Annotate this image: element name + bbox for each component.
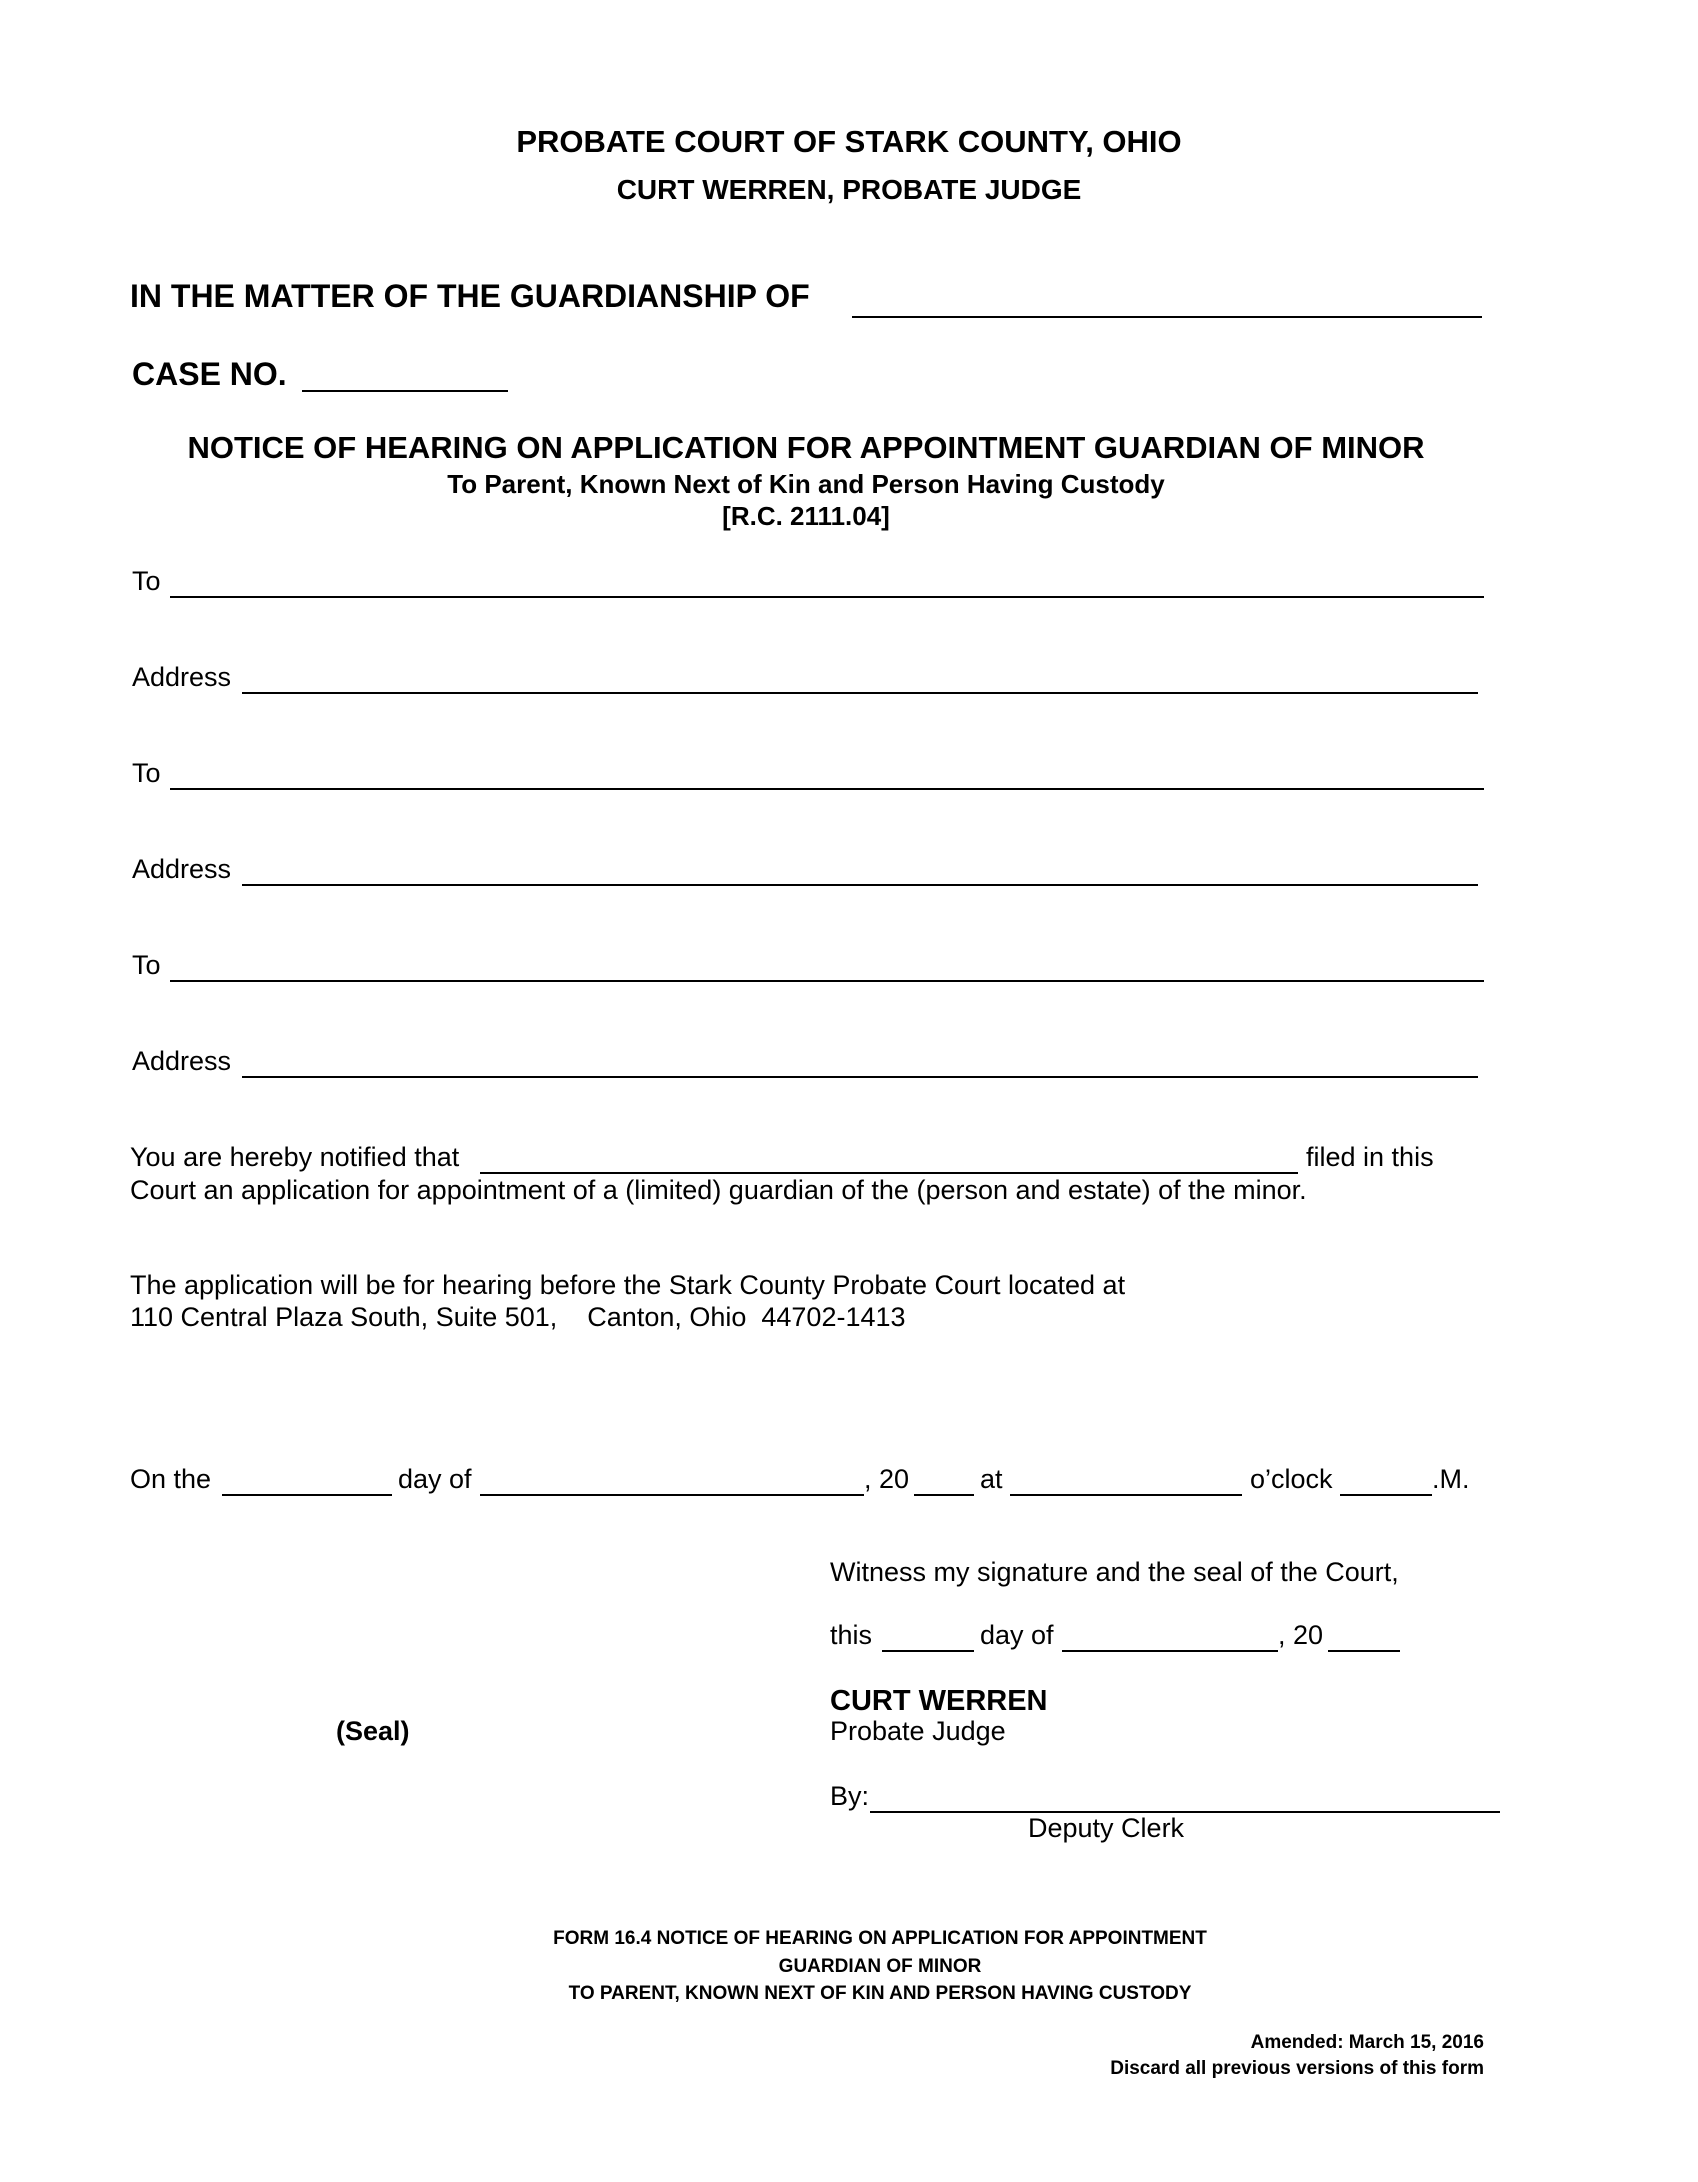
judge-title: Probate Judge (830, 1716, 1006, 1746)
witness-day-of-label: day of (980, 1620, 1054, 1650)
notice-suffix: filed in this (1306, 1142, 1434, 1172)
at-label: at (980, 1464, 1003, 1494)
address-label-1: Address (132, 662, 232, 692)
on-the-label: On the (130, 1464, 212, 1494)
witness-line: Witness my signature and the seal of the Court, (830, 1557, 1399, 1587)
form-id-line-3: TO PARENT, KNOWN NEXT OF KIN AND PERSON HAVING CUSTODY (568, 1983, 1192, 2004)
to-field-3[interactable] (170, 946, 1484, 982)
statute-reference: [R.C. 2111.04] (722, 501, 890, 531)
hearing-day-field[interactable] (222, 1460, 392, 1496)
address-field-3[interactable] (242, 1042, 1478, 1078)
amended-date: Amended: March 15, 2016 (1250, 2032, 1484, 2053)
hearing-year-field[interactable] (914, 1460, 974, 1496)
hearing-year-prefix: , 20 (864, 1464, 910, 1494)
location-line-2: 110 Central Plaza South, Suite 501, Canton, Ohio 44702-1413 (130, 1302, 906, 1332)
notice-line-2: Court an application for appointment of a (limited) guardian of the (person and estate) of the minor. (130, 1175, 1307, 1205)
to-field-2[interactable] (170, 754, 1484, 790)
case-number-field[interactable] (302, 356, 508, 392)
location-line-1: The application will be for hearing before the Stark County Probate Court located at (130, 1270, 1126, 1300)
address-field-1[interactable] (242, 658, 1478, 694)
notice-prefix: You are hereby notified that (130, 1142, 460, 1172)
witness-month-field[interactable] (1062, 1616, 1278, 1652)
seal-label: (Seal) (336, 1716, 410, 1746)
ward-name-field[interactable] (852, 282, 1482, 318)
court-name: PROBATE COURT OF STARK COUNTY, OHIO (516, 124, 1182, 159)
discard-notice: Discard all previous versions of this form (1110, 2058, 1484, 2079)
judge-line: CURT WERREN, PROBATE JUDGE (616, 174, 1082, 205)
meridiem-field[interactable] (1340, 1460, 1432, 1496)
hearing-month-field[interactable] (480, 1460, 864, 1496)
form-title: NOTICE OF HEARING ON APPLICATION FOR APPOINTMENT GUARDIAN OF MINOR (187, 430, 1425, 465)
address-label-3: Address (132, 1046, 232, 1076)
witness-year-field[interactable] (1328, 1616, 1400, 1652)
hearing-time-field[interactable] (1010, 1460, 1242, 1496)
address-label-2: Address (132, 854, 232, 884)
applicant-name-field[interactable] (480, 1138, 1298, 1174)
witness-day-field[interactable] (882, 1616, 974, 1652)
form-id-line-2: GUARDIAN OF MINOR (778, 1956, 982, 1977)
to-label-1: To (132, 566, 161, 596)
to-label-3: To (132, 950, 161, 980)
address-field-2[interactable] (242, 850, 1478, 886)
witness-year-prefix: , 20 (1278, 1620, 1324, 1650)
to-field-1[interactable] (170, 562, 1484, 598)
oclock-label: o’clock (1250, 1464, 1333, 1494)
deputy-signature-field[interactable] (870, 1777, 1500, 1813)
by-label: By: (830, 1781, 870, 1811)
meridiem-label: .M. (1432, 1464, 1470, 1494)
case-number-label: CASE NO. (132, 356, 287, 392)
deputy-clerk-label: Deputy Clerk (1028, 1813, 1185, 1843)
witness-this-label: this (830, 1620, 873, 1650)
form-subtitle: To Parent, Known Next of Kin and Person Having Custody (447, 469, 1165, 499)
to-label-2: To (132, 758, 161, 788)
form-id-line-1: FORM 16.4 NOTICE OF HEARING ON APPLICATION FOR APPOINTMENT (553, 1928, 1207, 1949)
hearing-day-of-label: day of (398, 1464, 472, 1494)
matter-label: IN THE MATTER OF THE GUARDIANSHIP OF (130, 278, 810, 314)
judge-name: CURT WERREN (830, 1685, 1048, 1717)
